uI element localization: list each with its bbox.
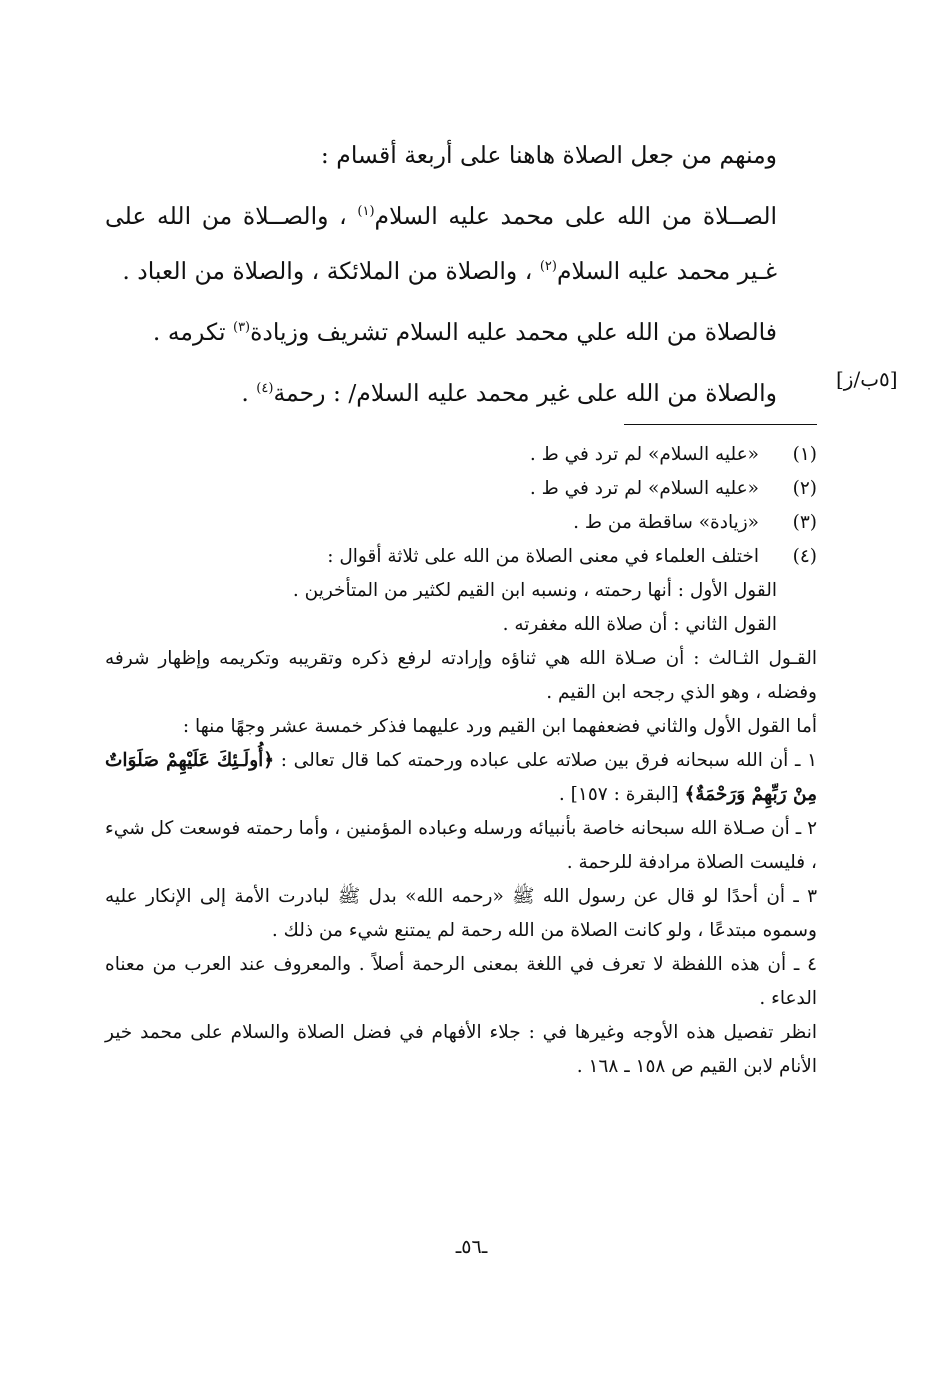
manuscript-folio-note: [٥ب/ز] [836,367,898,391]
footnote-4-reason-2: ٢ ـ أن صـلاة الله سبحانه خاصة بأنبيائه ورسله وعباده المؤمنين ، وأما رحمته فوسعت كل شيء ، فليست الصلاة مرادفة للرحمة . [105,818,817,873]
footnote-4-opinion-1: القول الأول : أنها رحمته ، ونسبه ابن القيم لكثير من المتأخرين . [292,580,777,601]
footnote-4-reason-4: ٤ ـ أن هذه اللفظة لا تعرف في اللغة بمعنى الرحمة أصلاً . والمعروف عند العرب من معناه الدعاء . [105,954,817,1009]
footnote-4-opinion-3: القـول الثـالث : أن صـلاة الله هي ثناؤه وإرادته لرفع ذكره وتقريبه وتكريمه وإظهار شرفه وفضله ، وهو الذي رجحه ابن القيم . [105,648,817,703]
footnotes [105,438,817,1084]
paragraph-2: الصــلاة من الله على محمد عليه السلام$^{(١)}$ ، والصــلاة من الله على غـير محمد عليه السلام$^{(٢)}$ ، والصلاة من الملائكة ، والصلاة من العباد . [105,202,778,285]
footnote-text: «عليه السلام» لم ترد في ط . [529,444,759,465]
footnote-ref-4: (٤) [256,381,274,397]
footnote-4-reference: انظر تفصيل هذه الأوجه وغيرها في : جلاء الأفهام في فضل الصلاة والسلام على محمد خير الأنام لابن القيم ص ١٥٨ ـ ١٦٨ . [105,1022,817,1077]
footnote-number: (٤) [792,546,817,567]
footnote-4-discussion: أما القول الأول والثاني فضعفهما ابن القيم ورد عليهما فذكر خمسة عشر وجهًا منها : [182,716,817,737]
footnote-number: (١) [792,444,817,465]
footnote-4-reason-1: ١ ـ أن الله سبحانه فرق بين صلاته على عباده ورحمته كما قال تعالى : ﴿أُولَـئِكَ عَلَيْهِمْ صَلَوَاتٌ مِنْ رَبِّهِمْ وَرَحْمَةٌ﴾ [البقرة : ١٥٧] . [105,750,817,805]
footnote-2 [105,472,817,506]
footnote-ref-3: (٣) [232,320,251,336]
main-text [105,128,817,421]
page-number: ـ٥٦ـ [455,1236,488,1258]
footnote-4-opinion-2: القول الثاني : أن صلاة الله مغفرته . [502,614,777,635]
paragraph-4: والصلاة من الله على غير محمد عليه السلام/ : رحمة$^{(٤)}$ . [241,379,777,407]
footnote-4-reason-3: ٣ ـ أن أحدًا لو قال عن رسول الله ﷺ «رحمه الله» بدل ﷺ لبادرت الأمة إلى الإنكار عليه وسموه مبتدعًا ، ولو كانت الصلاة من الله رحمة لم يمتنع شيء من ذلك . [105,886,817,941]
footnote-separator [624,424,817,425]
footnote-number: (٣) [792,512,817,533]
footnote-3 [105,506,817,540]
footnote-4 [105,540,817,574]
footnote-ref-2: (٢) [539,259,557,275]
quran-verse: ﴿أُولَـئِكَ عَلَيْهِمْ صَلَوَاتٌ مِنْ رَبِّهِمْ وَرَحْمَةٌ﴾ [105,750,817,805]
footnote-text: «عليه السلام» لم ترد في ط . [529,478,759,499]
footnote-ref-1: (١) [357,204,375,220]
footnote-1 [105,438,817,472]
footnote-number: (٢) [792,478,817,499]
paragraph-1: ومنهم من جعل الصلاة هاهنا على أربعة أقسام : [320,141,777,169]
footnote-text: اختلف العلماء في معنى الصلاة من الله على ثلاثة أقوال : [327,546,759,567]
footnote-text: «زيادة» ساقطة من ط . [573,512,759,533]
paragraph-3: فالصلاة من الله علي محمد عليه السلام تشريف وزيادة$^{(٣)}$ تكرمه . [152,318,777,346]
